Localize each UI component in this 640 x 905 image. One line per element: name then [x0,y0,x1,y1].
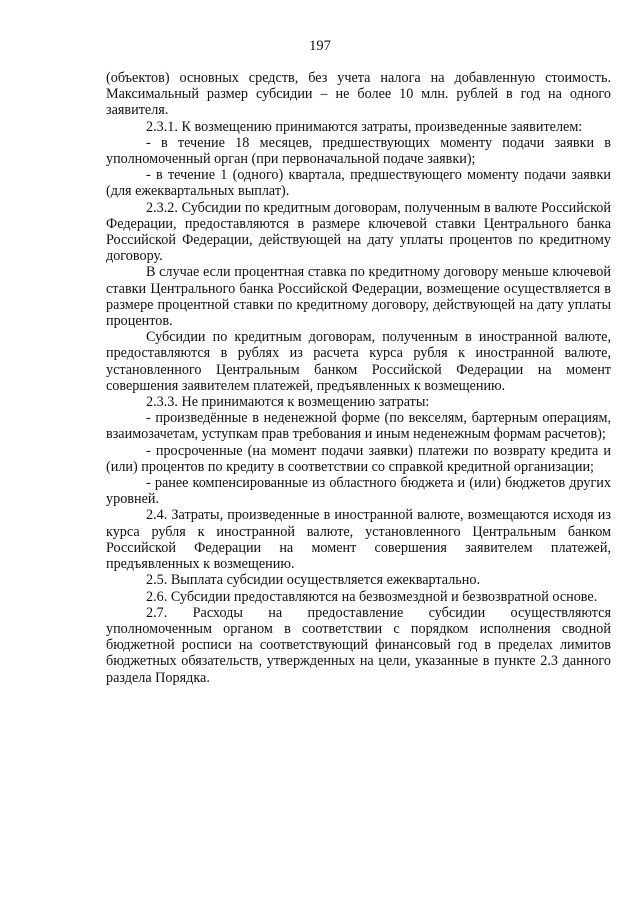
paragraph-2-4: 2.4. Затраты, произведенные в иностранной валюте, возмещаются исходя из курса рубля к иностранной валюте, установленного Центральным банком Российской Федерации на момент совершения заявителем платежей, предъявленных к возмещению. [106,507,611,573]
document-body [106,70,611,686]
paragraph-2-5: 2.5. Выплата субсидии осуществляется ежеквартально. [146,572,480,589]
list-item-1-quarter: - в течение 1 (одного) квартала, предшествующего моменту подачи заявки (для ежеквартальных выплат). [106,167,611,200]
paragraph-2-3-3: 2.3.3. Не принимаются к возмещению затраты: [146,394,430,411]
paragraph-2-7: 2.7. Расходы на предоставление субсидии осуществляются уполномоченным органом в соответствии с порядком исполнения сводной бюджетной росписи на соответствующий финансовый год в пределах лимитов бюджетных обязательств, утвержденных на цели, указанные в пункте 2.3 данного раздела Порядка. [106,604,611,686]
paragraph-lower-rate: В случае если процентная ставка по кредитному договору меньше ключевой ставки Центрального банка Российской Федерации, возмещение осуществляется в размере процентной ставки по кредитному договору, действующей на дату уплаты процентов. [106,264,611,330]
paragraph-foreign-currency-credit: Субсидии по кредитным договорам, полученным в иностранной валюте, предоставляются в рублях из расчета курса рубля к иностранной валюте, установленного Центральным банком Российской Федерации на момент совершения заявителем платежей, предъявленных к возмещению. [106,329,611,394]
paragraph-intro-continuation: (объектов) основных средств, без учета налога на добавленную стоимость. Максимальный размер субсидии – не более 10 млн. рублей в год на одного заявителя. [106,70,611,119]
paragraph-2-3-1: 2.3.1. К возмещению принимаются затраты, произведенные заявителем: [146,118,583,135]
list-item-18-months: - в течение 18 месяцев, предшествующих моменту подачи заявки в уполномоченный орган (при первоначальной подаче заявки); [106,134,611,168]
page-number: 197 [309,38,331,54]
list-item-overdue: - просроченные (на момент подачи заявки) платежи по возврату кредита и (или) процентов по кредиту в соответствии со справкой кредитной организации; [106,442,611,475]
list-item-non-monetary: - произведённые в неденежной форме (по векселям, бартерным операциям, взаимозачетам, уступкам прав требования и иным неденежным формам расчетов); [106,410,611,443]
list-item-previously-compensated: - ранее компенсированные из областного бюджета и (или) бюджетов других уровней. [106,475,611,508]
paragraph-2-6: 2.6. Субсидии предоставляются на безвозмездной и безвозвратной основе. [146,588,598,605]
paragraph-2-3-2: 2.3.2. Субсидии по кредитным договорам, полученным в валюте Российской Федерации, предоставляются в размере ключевой ставки Центрального банка Российской Федерации, действующей на дату уплаты процентов по кредитному договору. [106,199,611,265]
